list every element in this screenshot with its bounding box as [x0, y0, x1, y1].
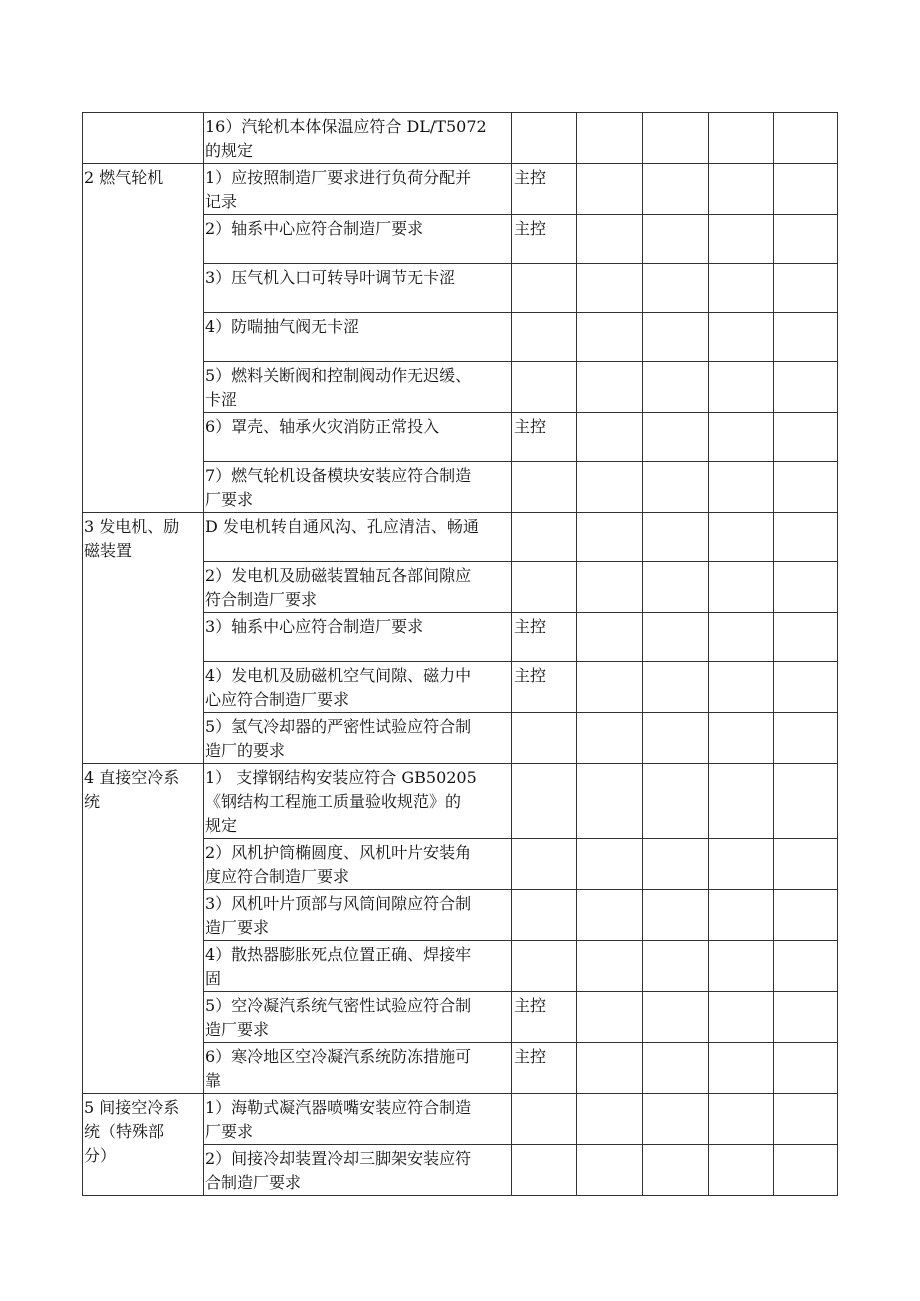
- table-row: [83, 513, 838, 562]
- level-cell: 主控: [512, 164, 577, 215]
- empty-cell: [774, 613, 838, 662]
- empty-cell: [643, 1145, 709, 1196]
- level-cell: 主控: [512, 215, 577, 264]
- empty-cell: [774, 764, 838, 839]
- empty-cell: [774, 113, 838, 164]
- table-row: [83, 1094, 838, 1145]
- empty-cell: [643, 215, 709, 264]
- level-cell: [512, 113, 577, 164]
- empty-cell: [577, 1094, 643, 1145]
- empty-cell: [774, 362, 838, 413]
- category-cell: 5 间接空冷系 统（特殊部 分）: [83, 1094, 204, 1196]
- requirement-cell: 2）风机护筒椭圆度、风机叶片安装角 度应符合制造厂要求: [204, 839, 512, 890]
- empty-cell: [643, 562, 709, 613]
- empty-cell: [709, 890, 774, 941]
- empty-cell: [709, 713, 774, 764]
- empty-cell: [643, 462, 709, 513]
- empty-cell: [709, 941, 774, 992]
- empty-cell: [709, 313, 774, 362]
- empty-cell: [577, 1145, 643, 1196]
- requirement-cell: 4）防喘抽气阀无卡涩: [204, 313, 512, 362]
- empty-cell: [709, 413, 774, 462]
- empty-cell: [709, 113, 774, 164]
- requirement-cell: 3）压气机入口可转导叶调节无卡涩: [204, 264, 512, 313]
- category-cell: 3 发电机、励 磁装置: [83, 513, 204, 764]
- category-cell: 2 燃气轮机: [83, 164, 204, 513]
- requirement-cell: 1）海勒式凝汽器喷嘴安装应符合制造 厂要求: [204, 1094, 512, 1145]
- level-cell: [512, 713, 577, 764]
- empty-cell: [643, 713, 709, 764]
- empty-cell: [774, 890, 838, 941]
- empty-cell: [643, 513, 709, 562]
- empty-cell: [577, 264, 643, 313]
- requirement-cell: 1）应按照制造厂要求进行负荷分配并 记录: [204, 164, 512, 215]
- empty-cell: [709, 613, 774, 662]
- table-row: [83, 764, 838, 839]
- empty-cell: [643, 839, 709, 890]
- level-cell: [512, 1094, 577, 1145]
- requirement-cell: 16）汽轮机本体保温应符合 DL/T5072 的规定: [204, 113, 512, 164]
- empty-cell: [774, 313, 838, 362]
- empty-cell: [774, 215, 838, 264]
- level-cell: [512, 513, 577, 562]
- requirement-cell: 6）寒冷地区空冷凝汽系统防冻措施可 靠: [204, 1043, 512, 1094]
- empty-cell: [774, 662, 838, 713]
- empty-cell: [577, 992, 643, 1043]
- requirement-cell: 4）发电机及励磁机空气间隙、磁力中 心应符合制造厂要求: [204, 662, 512, 713]
- level-cell: [512, 313, 577, 362]
- empty-cell: [577, 513, 643, 562]
- empty-cell: [643, 1094, 709, 1145]
- empty-cell: [709, 662, 774, 713]
- level-cell: 主控: [512, 662, 577, 713]
- empty-cell: [643, 764, 709, 839]
- empty-cell: [774, 941, 838, 992]
- level-cell: [512, 362, 577, 413]
- requirement-cell: 2）发电机及励磁装置轴瓦各部间隙应 符合制造厂要求: [204, 562, 512, 613]
- requirement-cell: 2）间接冷却装置冷却三脚架安装应符 合制造厂要求: [204, 1145, 512, 1196]
- empty-cell: [709, 264, 774, 313]
- level-cell: [512, 562, 577, 613]
- table-row: [83, 164, 838, 215]
- empty-cell: [643, 313, 709, 362]
- level-cell: 主控: [512, 413, 577, 462]
- table-row: [83, 113, 838, 164]
- category-cell: [83, 113, 204, 164]
- empty-cell: [709, 1094, 774, 1145]
- empty-cell: [577, 413, 643, 462]
- empty-cell: [709, 1145, 774, 1196]
- level-cell: 主控: [512, 1043, 577, 1094]
- empty-cell: [643, 264, 709, 313]
- requirement-cell: 2）轴系中心应符合制造厂要求: [204, 215, 512, 264]
- empty-cell: [774, 1094, 838, 1145]
- level-cell: [512, 264, 577, 313]
- empty-cell: [577, 462, 643, 513]
- empty-cell: [774, 513, 838, 562]
- requirement-cell: 1） 支撑钢结构安装应符合 GB50205 《钢结构工程施工质量验收规范》的 规定: [204, 764, 512, 839]
- requirement-cell: 5）氢气冷却器的严密性试验应符合制 造厂的要求: [204, 713, 512, 764]
- empty-cell: [577, 890, 643, 941]
- empty-cell: [577, 215, 643, 264]
- empty-cell: [577, 941, 643, 992]
- requirement-cell: 4）散热器膨胀死点位置正确、焊接牢 固: [204, 941, 512, 992]
- level-cell: [512, 890, 577, 941]
- empty-cell: [577, 313, 643, 362]
- empty-cell: [643, 992, 709, 1043]
- empty-cell: [577, 562, 643, 613]
- empty-cell: [643, 941, 709, 992]
- empty-cell: [643, 890, 709, 941]
- empty-cell: [709, 362, 774, 413]
- empty-cell: [774, 164, 838, 215]
- table-body: [83, 113, 838, 1196]
- empty-cell: [643, 362, 709, 413]
- requirement-cell: 5）空冷凝汽系统气密性试验应符合制 造厂要求: [204, 992, 512, 1043]
- empty-cell: [577, 164, 643, 215]
- empty-cell: [709, 1043, 774, 1094]
- empty-cell: [774, 562, 838, 613]
- empty-cell: [577, 713, 643, 764]
- empty-cell: [774, 713, 838, 764]
- requirement-cell: 3）轴系中心应符合制造厂要求: [204, 613, 512, 662]
- empty-cell: [709, 839, 774, 890]
- empty-cell: [577, 662, 643, 713]
- level-cell: 主控: [512, 613, 577, 662]
- requirement-cell: 7）燃气轮机设备模块安装应符合制造 厂要求: [204, 462, 512, 513]
- empty-cell: [709, 462, 774, 513]
- empty-cell: [577, 764, 643, 839]
- category-cell: 4 直接空冷系 统: [83, 764, 204, 1094]
- level-cell: [512, 941, 577, 992]
- level-cell: [512, 1145, 577, 1196]
- empty-cell: [774, 413, 838, 462]
- empty-cell: [774, 992, 838, 1043]
- empty-cell: [774, 1043, 838, 1094]
- empty-cell: [774, 839, 838, 890]
- inspection-table: [82, 112, 838, 1196]
- empty-cell: [643, 1043, 709, 1094]
- requirement-cell: D 发电机转自通风沟、孔应清洁、畅通: [204, 513, 512, 562]
- empty-cell: [643, 662, 709, 713]
- empty-cell: [643, 164, 709, 215]
- empty-cell: [577, 113, 643, 164]
- empty-cell: [577, 362, 643, 413]
- empty-cell: [774, 462, 838, 513]
- empty-cell: [709, 562, 774, 613]
- empty-cell: [709, 215, 774, 264]
- empty-cell: [577, 613, 643, 662]
- level-cell: 主控: [512, 992, 577, 1043]
- empty-cell: [577, 1043, 643, 1094]
- level-cell: [512, 764, 577, 839]
- empty-cell: [709, 164, 774, 215]
- requirement-cell: 5）燃料关断阀和控制阀动作无迟缓、 卡涩: [204, 362, 512, 413]
- empty-cell: [774, 264, 838, 313]
- level-cell: [512, 839, 577, 890]
- empty-cell: [643, 613, 709, 662]
- empty-cell: [577, 839, 643, 890]
- empty-cell: [643, 113, 709, 164]
- empty-cell: [709, 764, 774, 839]
- empty-cell: [709, 513, 774, 562]
- requirement-cell: 6）罩壳、轴承火灾消防正常投入: [204, 413, 512, 462]
- requirement-cell: 3）风机叶片顶部与风筒间隙应符合制 造厂要求: [204, 890, 512, 941]
- level-cell: [512, 462, 577, 513]
- empty-cell: [774, 1145, 838, 1196]
- empty-cell: [643, 413, 709, 462]
- empty-cell: [709, 992, 774, 1043]
